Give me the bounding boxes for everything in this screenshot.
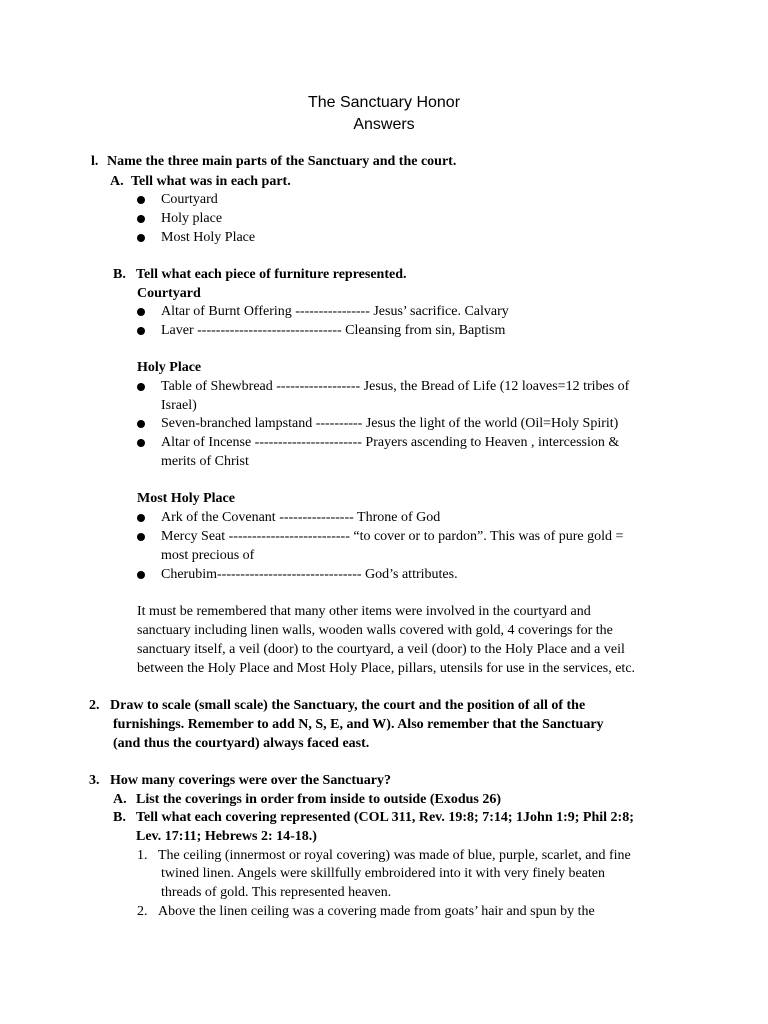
document-title: The Sanctuary Honor xyxy=(307,94,461,111)
bullet-icon xyxy=(137,215,145,223)
bullet-icon xyxy=(137,420,145,428)
question-3b-text: Lev. 17:11; Hebrews 2: 14-18.) xyxy=(136,829,317,844)
list-item-continuation: most precious of xyxy=(161,548,255,563)
list-item: Most Holy Place xyxy=(161,230,256,245)
bullet-icon xyxy=(137,514,145,522)
answer-line: Above the linen ceiling was a covering made from goats’ hair and spun by the xyxy=(158,904,595,919)
list-item: Seven-branched lampstand ---------- Jesus the light of the world (Oil=Holy Spirit) xyxy=(161,416,619,431)
holy-place-heading: Holy Place xyxy=(137,360,202,375)
bullet-icon xyxy=(137,571,145,579)
question-2-text: furnishings. Remember to add N, S, E, and W). Also remember that the Sanctuary xyxy=(113,717,604,732)
question-3-number: 3. xyxy=(89,773,100,788)
list-item-continuation: merits of Christ xyxy=(161,454,249,469)
question-3-text: How many coverings were over the Sanctuary? xyxy=(110,773,391,788)
bullet-icon xyxy=(137,533,145,541)
question-3b-label: B. xyxy=(113,810,126,825)
bullet-icon xyxy=(137,327,145,335)
list-item-continuation: Israel) xyxy=(161,398,197,413)
list-item: Altar of Incense ----------------------- Prayers ascending to Heaven , intercession & xyxy=(161,435,620,450)
question-3a-label: A. xyxy=(113,792,127,807)
list-item: Cherubim------------------------------- God’s attributes. xyxy=(161,567,458,582)
question-2-text: (and thus the courtyard) always faced east. xyxy=(113,736,370,751)
question-2-number: 2. xyxy=(89,698,100,713)
bullet-icon xyxy=(137,308,145,316)
most-holy-place-heading: Most Holy Place xyxy=(137,491,235,506)
answer-line: twined linen. Angels were skillfully embroidered into it with very finely beaten xyxy=(161,866,606,881)
list-item: Altar of Burnt Offering ---------------- Jesus’ sacrifice. Calvary xyxy=(161,304,509,319)
paragraph-line: sanctuary itself, a veil (door) to the courtyard, a veil (door) to the Holy Place and a veil xyxy=(137,642,625,657)
list-item: Laver ------------------------------- Cleansing from sin, Baptism xyxy=(161,323,506,338)
paragraph-line: sanctuary including linen walls, wooden walls covered with gold, 4 coverings for the xyxy=(137,623,613,638)
bullet-icon xyxy=(137,196,145,204)
bullet-icon xyxy=(137,439,145,447)
list-item: Mercy Seat -------------------------- “to cover or to pardon”. This was of pure gold = xyxy=(161,529,624,544)
question-1a-label: A. xyxy=(110,174,124,189)
paragraph-line: between the Holy Place and Most Holy Place, pillars, utensils for use in the services, etc. xyxy=(137,661,636,676)
list-item: Table of Shewbread ------------------ Jesus, the Bread of Life (12 loaves=12 tribes of xyxy=(161,379,630,394)
paragraph-line: It must be remembered that many other items were involved in the courtyard and xyxy=(137,604,591,619)
document-subtitle: Answers xyxy=(353,116,415,133)
list-item: Ark of the Covenant ---------------- Throne of God xyxy=(161,510,441,525)
answer-line: threads of gold. This represented heaven. xyxy=(161,885,392,900)
question-3b-text: Tell what each covering represented (COL 311, Rev. 19:8; 7:14; 1John 1:9; Phil 2:8; xyxy=(136,810,634,825)
question-1-text: Name the three main parts of the Sanctuary and the court. xyxy=(107,154,457,169)
question-1b-label: B. xyxy=(113,267,126,282)
answer-line: The ceiling (innermost or royal covering) was made of blue, purple, scarlet, and fine xyxy=(158,848,631,863)
question-1-number: l. xyxy=(91,154,99,169)
bullet-icon xyxy=(137,234,145,242)
answer-number: 1. xyxy=(137,848,148,863)
list-item: Holy place xyxy=(161,211,223,226)
courtyard-heading: Courtyard xyxy=(137,286,201,301)
answer-number: 2. xyxy=(137,904,148,919)
question-2-text: Draw to scale (small scale) the Sanctuary, the court and the position of all of the xyxy=(110,698,586,713)
question-3a-text: List the coverings in order from inside to outside (Exodus 26) xyxy=(136,792,502,807)
list-item: Courtyard xyxy=(161,192,218,207)
bullet-icon xyxy=(137,383,145,391)
question-1b-text: Tell what each piece of furniture represented. xyxy=(136,267,407,282)
question-1a-text: Tell what was in each part. xyxy=(131,174,291,189)
